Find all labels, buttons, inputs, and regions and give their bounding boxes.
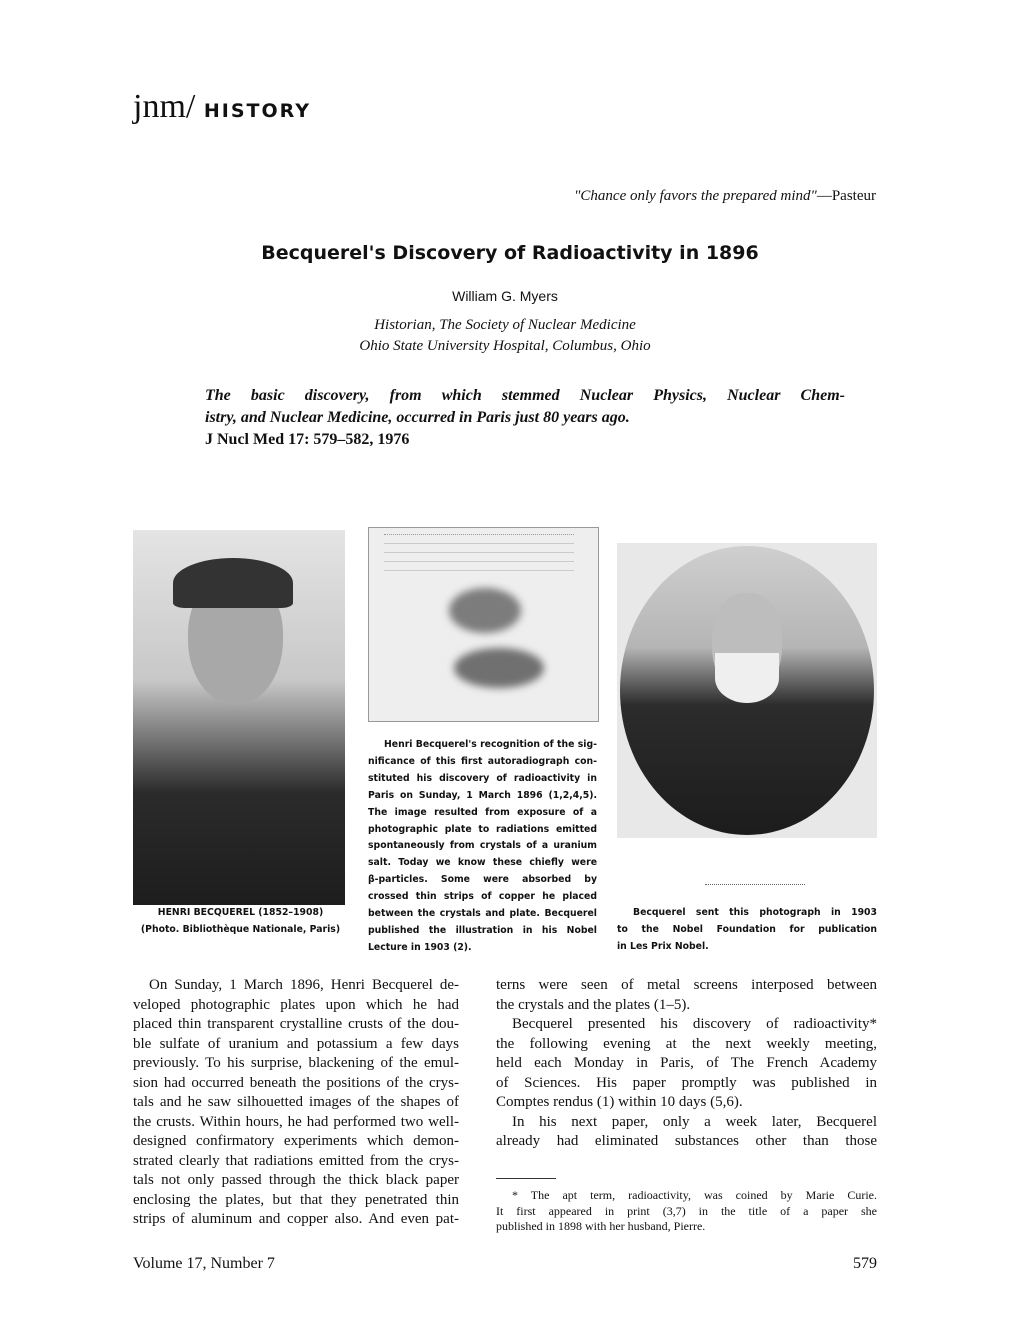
caption-line: Henri Becquerel's recognition of the sig- (384, 739, 597, 750)
caption-line: salt. Today we know these chiefly were (368, 857, 597, 869)
affiliation-line: Ohio State University Hospital, Columbus, Ohio (359, 338, 651, 354)
body-column-left (133, 976, 459, 1230)
section-label: HISTORY (203, 100, 311, 122)
body-line: Becquerel presented his discovery of radioactivity* (512, 1016, 877, 1032)
body-line: tals not only passed through the thick black paper (133, 1172, 459, 1188)
caption-line: between the crystals and plate. Becquerel (368, 908, 597, 920)
body-line: previously. To his surprise, blackening of the emul- (133, 1055, 459, 1071)
caption-line: Paris on Sunday, 1 March 1896 (1,2,4,5). (368, 789, 597, 801)
body-line: placed thin transparent crystalline crusts of the dou- (133, 1016, 459, 1032)
caption-line: (Photo. Bibliothèque Nationale, Paris) (140, 923, 341, 935)
body-line: designed confirmatory experiments which demon- (133, 1133, 459, 1149)
caption-line: stituted his discovery of radioactivity in (368, 772, 597, 784)
affiliation-line: Historian, The Society of Nuclear Medicine (374, 317, 636, 333)
caption-line: Becquerel sent this photograph in 1903 (633, 907, 877, 918)
body-line: veloped photographic plates upon which he had (133, 996, 459, 1013)
body-line: strated clearly that radiations emitted from the crys- (133, 1152, 459, 1169)
body-line: sion had occurred beneath the positions of the crys- (133, 1074, 459, 1091)
crystal-silhouette (454, 648, 544, 688)
body-line: the crusts. Within hours, he had performed two well- (133, 1113, 459, 1130)
body-column-right (496, 976, 877, 1152)
becquerel-portrait-photo (133, 530, 345, 905)
author: William G. Myers (452, 288, 558, 304)
epigraph (574, 188, 876, 205)
body-line: the crystals and the plates (1–5). (496, 996, 691, 1013)
caption-line: in Les Prix Nobel. (617, 940, 709, 952)
body-line: strips of aluminum and copper also. And even pat- (133, 1211, 459, 1227)
header-slash: / (185, 88, 196, 125)
epigraph-quote: "Chance only favors the prepared mind" (574, 188, 817, 204)
body-line: terns were seen of metal screens interposed between (496, 977, 877, 993)
caption-line: photographic plate to radiations emitted (368, 823, 597, 835)
epigraph-author: —Pasteur (816, 188, 876, 204)
footnote-line: * The apt term, radioactivity, was coined by Marie Curie. (512, 1188, 877, 1202)
caption-line: to the Nobel Foundation for publication (617, 923, 877, 935)
footnote (496, 1188, 877, 1235)
caption-line: crossed thin strips of copper he placed (368, 891, 597, 903)
body-line: enclosing the plates, but that they penetrated thin (133, 1191, 459, 1208)
body-line: Comptes rendus (1) within 10 days (5,6). (496, 1094, 743, 1110)
footer-volume: Volume 17, Number 7 (133, 1255, 275, 1272)
body-line: ble sulfate of uranium and potassium a few days (133, 1035, 459, 1052)
footnote-line: published in 1898 with her husband, Pierre. (496, 1219, 706, 1233)
body-line: In his next paper, only a week later, Becquerel (512, 1113, 877, 1130)
body-line: of Sciences. His paper promptly was published in (496, 1074, 877, 1091)
caption-line: spontaneously from crystals of a uranium (368, 840, 597, 852)
autoradiograph-plate-image (368, 527, 599, 722)
portrait-hair (173, 558, 293, 608)
caption-line: HENRI BECQUEREL (1852–1908) (157, 907, 324, 918)
caption-line: published the illustration in his Nobel (368, 924, 597, 936)
body-line: tals and he saw silhouetted images of the shapes of (133, 1094, 459, 1110)
portrait-beard (715, 653, 779, 703)
journal-logo: jnm (133, 88, 186, 125)
crystal-silhouette (449, 588, 521, 633)
abstract (205, 385, 845, 429)
caption-line: The image resulted from exposure of a (368, 806, 597, 818)
signature (705, 862, 805, 885)
left-figure-caption (133, 905, 348, 939)
article-title: Becquerel's Discovery of Radioactivity in 1896 (261, 242, 759, 264)
center-figure-caption (368, 737, 597, 957)
page-number: 579 (853, 1255, 877, 1272)
right-figure-caption (617, 905, 877, 956)
caption-line: Lecture in 1903 (2). (368, 941, 472, 953)
body-line: already had eliminated substances other than those (496, 1133, 877, 1149)
becquerel-1903-photo (617, 543, 877, 838)
footnote-line: It first appeared in print (3,7) in the title of a paper she (496, 1203, 877, 1218)
abstract-line: istry, and Nuclear Medicine, occurred in Paris just 80 years ago. (205, 409, 630, 426)
handwritten-notes (384, 534, 574, 575)
caption-line: β-particles. Some were absorbed by (368, 874, 597, 886)
journal-header (133, 88, 311, 126)
citation: J Nucl Med 17: 579–582, 1976 (205, 431, 410, 448)
body-line: the following evening at the next weekly meeting, (496, 1035, 877, 1052)
footnote-divider (496, 1178, 556, 1179)
body-line: held each Monday in Paris, of The French Academy (496, 1055, 877, 1071)
caption-line: nificance of this first autoradiograph con- (368, 755, 597, 767)
abstract-line: The basic discovery, from which stemmed Nuclear Physics, Nuclear Chem- (205, 387, 845, 404)
body-line: On Sunday, 1 March 1896, Henri Becquerel de- (149, 977, 459, 993)
